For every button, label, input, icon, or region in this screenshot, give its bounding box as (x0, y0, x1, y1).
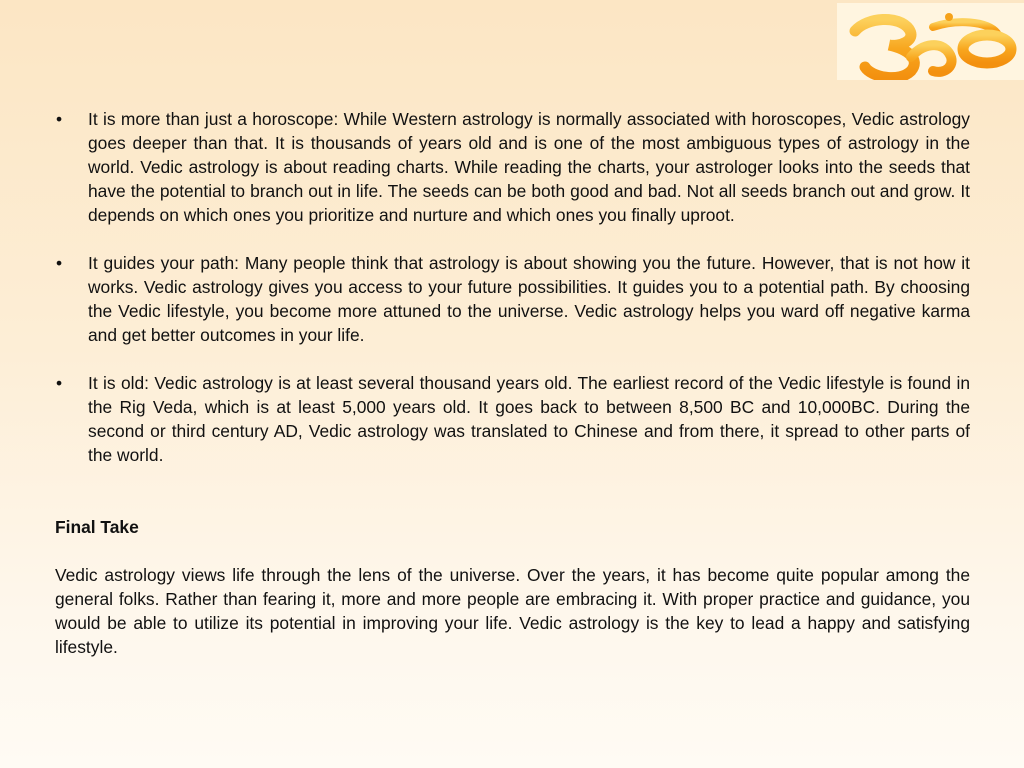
bullet-text: It is old: Vedic astrology is at least several thousand years old. The earliest record of the Vedic lifestyle is found in the Rig Veda, which is at least 5,000 years old. It goes back to between 8,500 BC and 10,000BC. During the second or third century AD, Vedic astrology was translated to Chinese and from there, it spread to other parts of the world. (88, 373, 970, 465)
final-take-heading: Final Take (55, 517, 139, 537)
content-area (55, 107, 970, 659)
om-symbol-icon (837, 3, 1024, 80)
bullet-item-horoscope (55, 107, 970, 227)
bullet-marker: • (56, 253, 63, 273)
om-logo (837, 3, 1024, 80)
bullet-marker: • (56, 109, 63, 129)
final-take-paragraph: Vedic astrology views life through the lens of the universe. Over the years, it has become quite popular among the general folks. Rather than fearing it, more and more people are embracing it. With proper practice and guidance, you would be able to utilize its potential in improving your life. Vedic astrology is the key to lead a happy and satisfying lifestyle. (55, 565, 970, 657)
bullet-item-old (55, 371, 970, 467)
bullet-item-path (55, 251, 970, 347)
bullet-list (55, 107, 970, 467)
bullet-text: It guides your path: Many people think that astrology is about showing you the future. However, that is not how it works. Vedic astrology gives you access to your future possibilities. It guides you to a potential path. By choosing the Vedic lifestyle, you become more attuned to the universe. Vedic astrology helps you ward off negative karma and get better outcomes in your life. (88, 253, 970, 345)
bullet-marker: • (56, 373, 63, 393)
bullet-text: It is more than just a horoscope: While Western astrology is normally associated with horoscopes, Vedic astrology goes deeper than that. It is thousands of years old and is one of the most ambiguous types of astrology in the world. Vedic astrology is about reading charts. While reading the charts, your astrologer looks into the seeds that have the potential to branch out in life. The seeds can be both good and bad. Not all seeds branch out and grow. It depends on which ones you prioritize and nurture and which ones you finally uproot. (88, 109, 970, 225)
